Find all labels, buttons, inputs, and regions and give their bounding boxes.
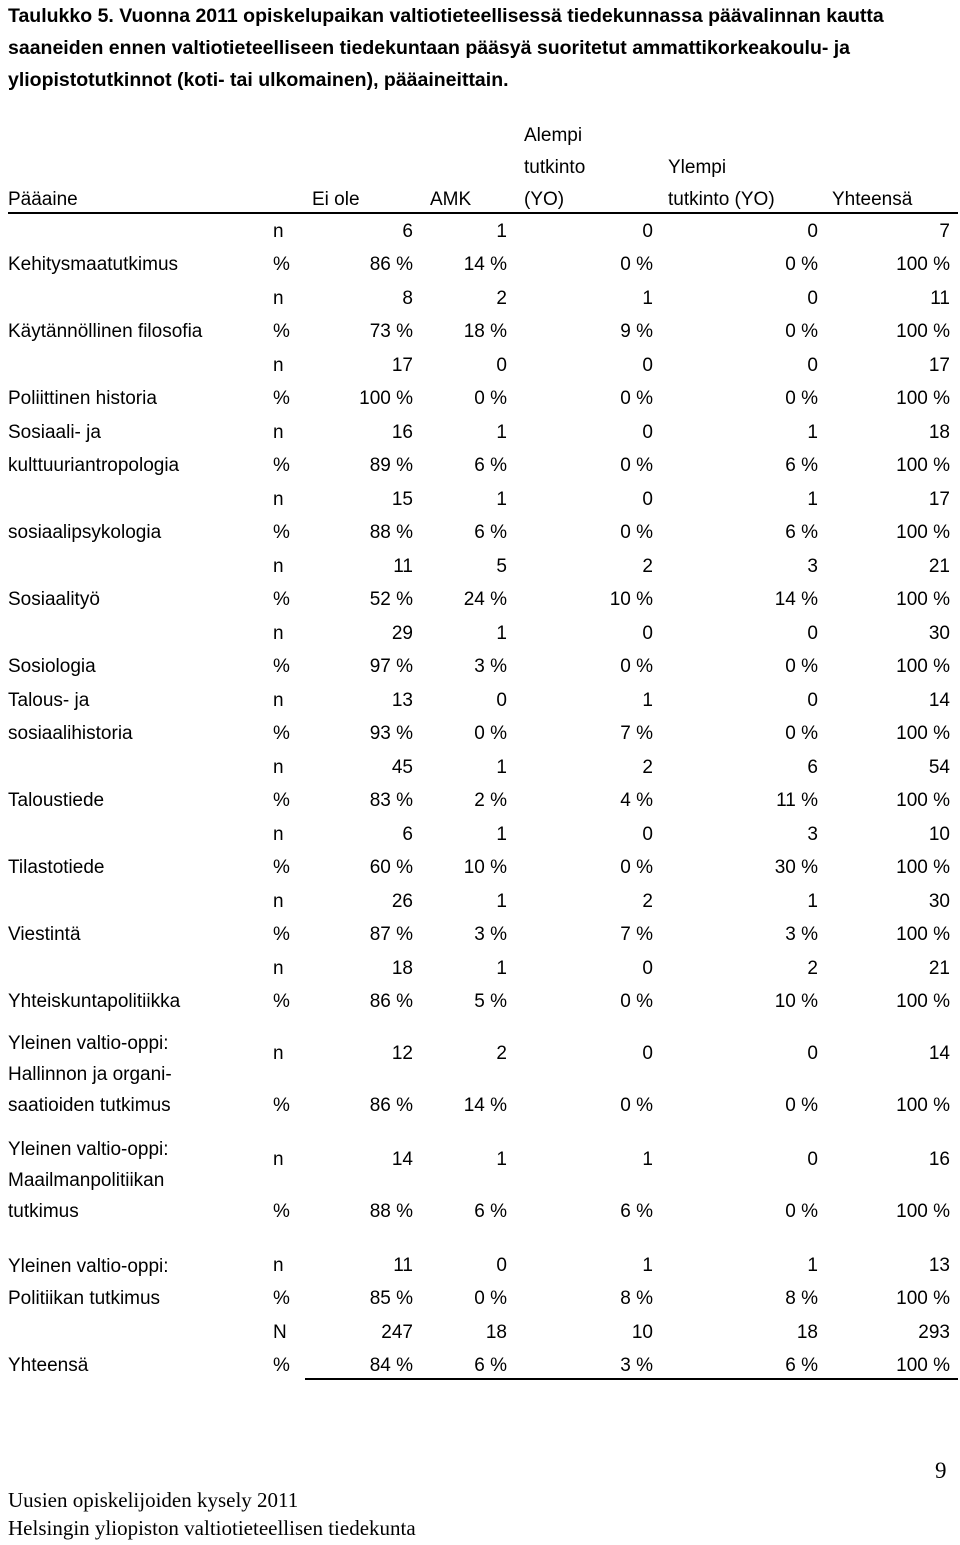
cell-percent: 0 % [785,656,818,677]
cell-percent: 100 % [896,522,950,543]
row-subject: Viestintä [8,924,81,945]
cell-count: 2 [642,757,653,778]
cell-count: 54 [928,757,950,778]
total-n-label: N [273,1322,287,1343]
table-caption [8,0,953,96]
cell-count: 11 [930,288,950,309]
row-n-label: n [273,355,284,376]
cell-count: 14 [391,1149,413,1170]
cell-percent: 7 % [620,924,653,945]
row-n-label: n [273,958,284,979]
cell-percent: 14 % [463,1095,507,1116]
row-subject: tutkimus [8,1201,79,1222]
cell-percent: 0 % [474,1288,507,1309]
cell-count: 16 [928,1149,950,1170]
cell-percent: 100 % [896,991,950,1012]
cell-count: 2 [642,556,653,577]
cell-percent: 86 % [369,254,413,275]
cell-count: 16 [391,422,413,443]
cell-count: 29 [391,623,413,644]
row-subject: Yhteiskuntapolitiikka [8,991,181,1012]
cell-percent: 4 % [620,790,653,811]
cell-percent: 0 % [620,991,653,1012]
cell-count: 14 [928,1043,950,1064]
header-ylempi-2: tutkinto (YO) [668,189,775,210]
cell-count: 30 [928,623,950,644]
header-rule [8,212,958,214]
cell-percent: 100 % [896,254,950,275]
cell-percent: 6 % [785,455,818,476]
cell-percent: 100 % [896,455,950,476]
cell-count: 5 [496,556,507,577]
row-subject: kulttuuriantropologia [8,455,180,476]
cell-percent: 88 % [369,522,413,543]
total-count: 18 [796,1322,818,1343]
cell-count: 1 [642,1255,653,1276]
cell-count: 1 [496,623,507,644]
cell-percent: 86 % [369,1095,413,1116]
header-ei-ole: Ei ole [312,189,360,210]
row-subject: Tilastotiede [8,857,105,878]
row-subject: saatioiden tutkimus [8,1095,171,1116]
cell-count: 0 [642,422,653,443]
cell-percent: 8 % [620,1288,653,1309]
row-n-label: n [273,422,284,443]
cell-percent: 93 % [369,723,413,744]
cell-count: 18 [391,958,413,979]
row-n-label: n [273,824,284,845]
row-n-label: n [273,623,284,644]
row-subject: Sosiaali- ja [8,422,101,443]
cell-count: 30 [928,891,950,912]
row-n-label: n [273,757,284,778]
row-pct-label: % [273,321,290,342]
cell-percent: 0 % [620,455,653,476]
cell-count: 1 [807,891,818,912]
row-pct-label: % [273,924,290,945]
cell-count: 2 [807,958,818,979]
cell-percent: 97 % [369,656,413,677]
cell-percent: 100 % [896,656,950,677]
cell-percent: 14 % [463,254,507,275]
header-alempi-3: (YO) [524,189,565,210]
row-n-label: n [273,556,284,577]
footer-line-1: Uusien opiskelijoiden kysely 2011 [8,1488,299,1512]
cell-percent: 0 % [620,388,653,409]
cell-percent: 0 % [620,254,653,275]
cell-percent: 0 % [620,857,653,878]
row-subject: Politiikan tutkimus [8,1288,161,1309]
cell-percent: 6 % [474,1201,507,1222]
row-subject: Yleinen valtio-oppi: [8,1139,169,1160]
row-pct-label: % [273,455,290,476]
cell-percent: 24 % [463,589,507,610]
cell-count: 10 [928,824,950,845]
cell-count: 13 [928,1255,950,1276]
cell-count: 11 [393,1255,413,1276]
cell-count: 0 [642,489,653,510]
cell-percent: 0 % [620,656,653,677]
cell-count: 13 [391,690,413,711]
cell-count: 0 [807,1043,818,1064]
cell-percent: 0 % [474,388,507,409]
cell-percent: 0 % [620,1095,653,1116]
cell-percent: 7 % [620,723,653,744]
cell-count: 1 [642,288,653,309]
cell-percent: 100 % [896,723,950,744]
row-subject: Taloustiede [8,790,105,811]
cell-percent: 100 % [896,1288,950,1309]
cell-percent: 100 % [896,589,950,610]
cell-percent: 8 % [785,1288,818,1309]
cell-percent: 11 % [776,790,818,811]
cell-percent: 83 % [369,790,413,811]
cell-count: 0 [642,958,653,979]
row-subject: Yleinen valtio-oppi: [8,1033,169,1054]
cell-percent: 86 % [369,991,413,1012]
cell-count: 0 [642,355,653,376]
cell-count: 17 [928,355,950,376]
row-pct-label: % [273,991,290,1012]
total-percent: 6 % [474,1355,507,1376]
row-pct-label: % [273,790,290,811]
cell-percent: 10 % [609,589,653,610]
cell-percent: 100 % [896,790,950,811]
header-alempi-2: tutkinto [524,157,586,178]
row-n-label: n [273,288,284,309]
cell-percent: 100 % [896,924,950,945]
header-ylempi-1: Ylempi [668,157,727,178]
cell-percent: 0 % [785,388,818,409]
row-pct-label: % [273,388,290,409]
cell-percent: 18 % [463,321,507,342]
header-alempi-1: Alempi [524,125,583,146]
row-subject: Käytännöllinen filosofia [8,321,203,342]
total-count: 18 [485,1322,507,1343]
cell-percent: 88 % [369,1201,413,1222]
cell-count: 2 [496,288,507,309]
caption-prefix: Taulukko 5. [8,5,114,27]
total-pct-label: % [273,1355,290,1376]
header-amk: AMK [430,189,472,210]
cell-percent: 30 % [774,857,818,878]
row-pct-label: % [273,857,290,878]
cell-count: 0 [642,623,653,644]
cell-percent: 6 % [474,522,507,543]
row-pct-label: % [273,1095,290,1116]
row-subject: sosiaalipsykologia [8,522,162,543]
cell-count: 6 [402,221,413,242]
cell-count: 1 [642,1149,653,1170]
row-subject: Yleinen valtio-oppi: [8,1256,169,1277]
row-n-label: n [273,1043,284,1064]
row-subject: Talous- ja [8,690,90,711]
cell-percent: 100 % [359,388,413,409]
cell-count: 6 [402,824,413,845]
row-subject: Maailmanpolitiikan [8,1170,165,1191]
bottom-rule [305,1378,958,1380]
row-n-label: n [273,489,284,510]
row-subject: Kehitysmaatutkimus [8,254,179,275]
cell-count: 1 [496,422,507,443]
row-subject: Poliittinen historia [8,388,157,409]
cell-count: 0 [642,824,653,845]
row-n-label: n [273,1149,284,1170]
cell-count: 11 [393,556,413,577]
total-percent: 84 % [369,1355,413,1376]
total-count: 10 [631,1322,653,1343]
cell-percent: 3 % [474,924,507,945]
cell-count: 1 [496,489,507,510]
row-pct-label: % [273,254,290,275]
cell-percent: 9 % [620,321,653,342]
total-subject: Yhteensä [8,1355,89,1376]
cell-percent: 5 % [474,991,507,1012]
cell-percent: 60 % [369,857,413,878]
cell-count: 17 [391,355,413,376]
cell-count: 0 [496,690,507,711]
cell-percent: 10 % [774,991,818,1012]
cell-count: 0 [496,1255,507,1276]
row-n-label: n [273,891,284,912]
row-subject: sosiaalihistoria [8,723,133,744]
cell-count: 6 [807,757,818,778]
cell-count: 8 [402,288,413,309]
row-pct-label: % [273,656,290,677]
cell-count: 12 [391,1043,413,1064]
cell-count: 1 [496,824,507,845]
cell-count: 45 [391,757,413,778]
row-pct-label: % [273,723,290,744]
cell-percent: 0 % [785,321,818,342]
cell-count: 1 [807,422,818,443]
cell-percent: 6 % [474,455,507,476]
cell-count: 18 [928,422,950,443]
cell-count: 1 [496,757,507,778]
row-n-label: n [273,221,284,242]
row-subject: Sosiologia [8,656,96,677]
cell-percent: 10 % [463,857,507,878]
cell-percent: 0 % [785,1095,818,1116]
cell-count: 14 [928,690,950,711]
cell-count: 17 [928,489,950,510]
cell-percent: 52 % [369,589,413,610]
header-total: Yhteensä [832,189,913,210]
cell-count: 1 [642,690,653,711]
cell-count: 26 [391,891,413,912]
cell-percent: 89 % [369,455,413,476]
cell-percent: 100 % [896,388,950,409]
cell-percent: 85 % [369,1288,413,1309]
cell-count: 1 [496,958,507,979]
row-pct-label: % [273,1288,290,1309]
cell-count: 1 [496,221,507,242]
header-subject: Pääaine [8,189,78,210]
cell-count: 0 [642,221,653,242]
cell-count: 0 [807,288,818,309]
cell-count: 0 [642,1043,653,1064]
cell-count: 2 [642,891,653,912]
cell-percent: 3 % [474,656,507,677]
cell-count: 1 [496,891,507,912]
cell-percent: 0 % [620,522,653,543]
cell-count: 0 [807,690,818,711]
cell-count: 0 [496,355,507,376]
cell-percent: 6 % [620,1201,653,1222]
cell-percent: 100 % [896,857,950,878]
cell-percent: 100 % [896,1201,950,1222]
cell-percent: 100 % [896,321,950,342]
cell-count: 0 [807,355,818,376]
cell-count: 3 [807,556,818,577]
cell-count: 1 [496,1149,507,1170]
cell-count: 21 [928,958,950,979]
footer-line-2: Helsingin yliopiston valtiotieteellisen tiedekunta [8,1516,416,1540]
cell-percent: 6 % [785,522,818,543]
row-pct-label: % [273,522,290,543]
cell-count: 7 [939,221,950,242]
cell-count: 3 [807,824,818,845]
total-count: 293 [918,1322,950,1343]
row-pct-label: % [273,589,290,610]
cell-percent: 0 % [785,723,818,744]
total-percent: 6 % [785,1355,818,1376]
cell-count: 2 [496,1043,507,1064]
cell-percent: 0 % [785,1201,818,1222]
total-count: 247 [381,1322,413,1343]
total-percent: 100 % [896,1355,950,1376]
cell-percent: 2 % [474,790,507,811]
cell-count: 1 [807,1255,818,1276]
caption-text: Vuonna 2011 opiskelupaikan valtiotieteellisessä tiedekunnassa päävalinnan kautta saaneiden ennen valtiotieteelliseen tiedekuntaan pääsyä suoritetut ammattikorkeakoulu- ja yliopistotutkinnot (koti- tai ulkomainen), pääaineittain. [8,5,884,91]
page-number: 9 [935,1458,947,1483]
cell-count: 15 [391,489,413,510]
cell-count: 0 [807,623,818,644]
cell-percent: 100 % [896,1095,950,1116]
cell-percent: 14 % [774,589,818,610]
row-subject: Hallinnon ja organi- [8,1064,172,1085]
cell-percent: 3 % [785,924,818,945]
cell-count: 0 [807,221,818,242]
cell-percent: 0 % [474,723,507,744]
row-n-label: n [273,690,284,711]
cell-percent: 87 % [369,924,413,945]
row-n-label: n [273,1255,284,1276]
total-percent: 3 % [620,1355,653,1376]
cell-count: 21 [928,556,950,577]
row-pct-label: % [273,1201,290,1222]
row-subject: Sosiaalityö [8,589,100,610]
cell-percent: 0 % [785,254,818,275]
cell-percent: 73 % [369,321,413,342]
cell-count: 1 [807,489,818,510]
cell-count: 0 [807,1149,818,1170]
